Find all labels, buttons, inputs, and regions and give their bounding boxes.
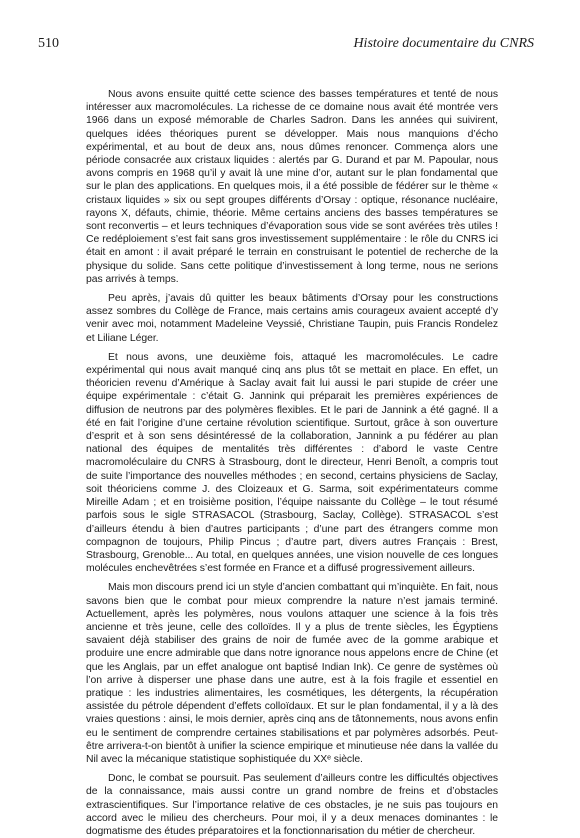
- paragraph: Nous avons ensuite quitté cette science des basses températures et tenté de nous intéresser aux macromolécules. La richesse de ce domaine nous avait été montrée vers 1966 dans un exposé mémorable de Charles Sadron. Dans les années qui suivirent, quelques idées théoriques purent se développer. Mais nous manquions d’écho expérimental, et au bout de deux ans, nous dûmes renoncer. Commença alors une période consacrée aux cristaux liquides : alertés par G. Durand et par M. Papoular, nous avons compris en 1968 qu’il y avait là une mine d’or, autant sur le plan fondamental que sur le plan des applications. En quelques mois, il a été possible de fédérer sur le thème « cristaux liquides » six ou sept groupes différents d’Orsay : optique, résonance nucléaire, rayons X, défauts, chimie, théorie. Même certains anciens des basses températures se sont reconvertis – et leurs techniques d’évaporation sous vide se sont avérées très utiles ! Ce redéploiement s’est fait sans gros investissement supplémentaire : le rôle du CNRS ici était en amont : il avait préparé le terrain en construisant le potentiel de recherche de la physique du solide. Sans cette politique d’investissement à long terme, nous ne serions pas arrivés à temps.: [86, 89, 498, 285]
- paragraph: Mais mon discours prend ici un style d’ancien combattant qui m’inquiète. En fait, nous savons bien que le combat pour mieux comprendre la nature n’est jamais terminé. Actuellement, après les polymères, nous voulons attaquer une science à la fois très ancienne et très jeune, celle des colloïdes. Il y a plus de trente siècles, les Égyptiens savaient déjà stabiliser des grains de noir de fumée avec de la gomme arabique et produire une encre admirable que dans notre ignorance nous appelons encre de Chine (et que les Anglais, par un effet analogue ont baptisé Indian Ink). Ce genre de systèmes où l’on arrive à disperser une phase dans une autre, est à la fois fragile et essentiel en pratique : les industries alimentaires, les cosmétiques, les détergents, la récupération assistée du pétrole dépendent d’effets colloïdaux. Et sur le plan fondamental, il y a là des vraies questions : ainsi, le mois dernier, après cinq ans de tâtonnements, nous avons enfin eu le sentiment de comprendre certaines stabilisations et par polymères adsorbés. Peut-être arrivera-t-on bientôt à unifier la science empirique et minutieuse née dans la vallée du Nil avec la mécanique statistique sophistiquée du XXᵉ siècle.: [86, 582, 498, 765]
- body-text: [86, 88, 498, 838]
- paragraph: Peu après, j’avais dû quitter les beaux bâtiments d’Orsay pour les constructions assez sombres du Collège de France, mais certains amis courageux avaient accepté d’y venir avec moi, notamment Madeleine Veyssié, Christiane Taupin, puis Francis Rondelez et Liliane Léger.: [86, 293, 498, 344]
- page-number: 510: [38, 36, 59, 51]
- page-header: [38, 36, 534, 52]
- paragraph: Et nous avons, une deuxième fois, attaqué les macromolécules. Le cadre expérimental qui nous avait manqué cinq ans plus tôt se mettait en place. En effet, un théoricien revenu d’Amérique à Saclay avait fait lui aussi le pari stupide de créer une équipe expérimentale : c’était G. Jannink qui préparait les premières expériences de diffusion de neutrons par des polymères flexibles. Et le pari de Jannink a été gagné. Il a été en fait l’origine d’une certaine révolution scientifique. Surtout, grâce à son ouverture d’esprit et à son sens désintéressé de la collaboration, Jannink a pu fédérer au plan national des équipes de mentalités très différentes : d’abord le vaste Centre macromoléculaire du CNRS à Strasbourg, dont le directeur, Henri Benoît, a compris tout de suite l’importance des nouvelles méthodes ; en second, certains physiciens de Saclay, soit théoriciens comme J. des Cloizeaux et G. Sarma, soit expérimentateurs comme Mireille Adam ; et en troisième position, l’équipe naissante du Collège – le tout résumé parfois sous le sigle STRASACOL (Strasbourg, Saclay, Collège). STRASACOL s’est d’ailleurs étendu à bien d’autres participants ; d’une part des étrangers comme mon compagnon de toujours, Philip Pincus ; d’autre part, divers autres Français : Brest, Strasbourg, Grenoble... Au total, en quelques années, une vision nouvelle de ces longues molécules enchevêtrées s’est formée en France et a diffusé progressivement ailleurs.: [86, 351, 498, 575]
- paragraph: Donc, le combat se poursuit. Pas seulement d’ailleurs contre les difficultés objectives de la connaissance, mais aussi contre un grand nombre de freins et d’obstacles extrascientifiques. Sur l’importance relative de ces obstacles, je ne suis pas toujours en accord avec le milieu des chercheurs. Pour moi, il y a deux menaces dominantes : le dogmatisme des études préparatoires et la fonctionnarisation du métier de chercheur.: [86, 773, 498, 837]
- running-title: Histoire documentaire du CNRS: [353, 36, 534, 51]
